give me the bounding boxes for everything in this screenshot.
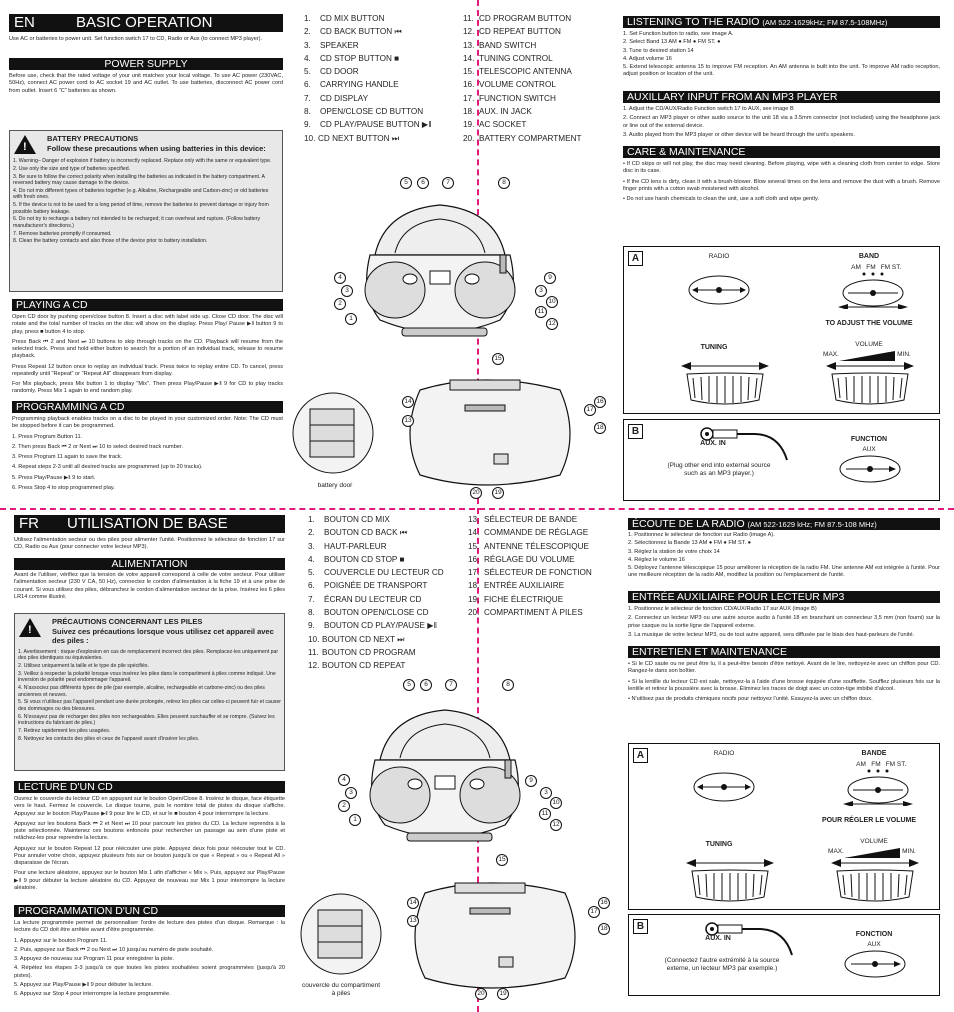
fm-label: FM — [866, 264, 876, 271]
list-item: 4. N'associez pas différents types de pile (par exemple, alcaline, rechargeable et carbone-zinc) ou des piles anciennes et neuves. — [18, 685, 265, 698]
part-label: BOUTON CD MIX — [324, 515, 390, 524]
part-label: ENTRÉE AUXILIAIRE — [484, 581, 565, 591]
callout: 11 — [539, 808, 551, 820]
warning-list — [18, 649, 281, 743]
function-switch-icon — [834, 452, 906, 486]
warning-list — [13, 158, 279, 245]
part-label: BAND SWITCH — [479, 40, 537, 50]
cd-player-front-illustration — [330, 175, 560, 350]
list-item: 8. Clean the battery contacts and also those of the device prior to battery installation. — [13, 238, 208, 245]
part-label: VOLUME CONTROL — [479, 80, 556, 90]
callout: 12 — [546, 318, 558, 330]
list-item: 3. Press Program 11 again to save the track. — [12, 454, 123, 461]
aux-in-label: AUX. IN — [705, 935, 731, 942]
paragraph: La lecture programmée permet de personnaliser l'ordre de lecture des pistes d'un disque. Remarque : la lecture du CD doit être arrêtée avant d'être programmée. — [14, 920, 285, 934]
battery-door-illustration — [292, 384, 374, 482]
warning-subtitle: Follow these precautions when using batteries in this device: — [47, 143, 266, 153]
aux-heading: ENTRÉE AUXILIAIRE POUR LECTEUR MP3 — [628, 591, 940, 603]
part-label: CD MIX BUTTON — [320, 14, 385, 23]
battery-precautions-box: ! BATTERY PRECAUTIONS Follow these precautions when using batteries in this device: 1. Warning– Danger of explosion if battery is incorrectly replaced. Replace only with the same or equivalent type. 2. Use only the size and type of batteries specified. 3. Be sure to follow the correct polarity when installing the batteries as indicated in the battery compartment. A reversed battery may cause damage to the device. 4. Do not mix different types of batteries together (e.g. Alkaline, Rechargeable and Carbon-zinc) or old batteries with fresh ones. 5. If the device is not to be used for a long period of time, remove the batteries to prevent damage or injury from possible battery leakage. 6. Do not try to recharge a battery not intended to be recharged; it can overheat and rupture. (Follow battery manufacturer's directions.) 7. Remove batteries promptly if consumed. 8. Clean the battery contacts and also those of the device prior to battery installation. — [9, 130, 283, 292]
volume-dial-icon — [829, 857, 921, 905]
paragraph: Programming playback enables tracks on a disc to be played in your customized order. Note: The CD must be stopped before it can be programmed. — [12, 416, 283, 430]
figure-label: B — [633, 919, 648, 934]
fm-label: FM — [871, 761, 881, 768]
radio-steps — [623, 31, 940, 80]
battery-precautions-box: ! PRÉCAUTIONS CONCERNANT LES PILES Suivez ces précautions lorsque vous utilisez cet appareil avec des piles : 1. Avertissement : risque d'explosion en cas de remplacement incorrect des piles. Remplacez-les uniquement par des piles identiques ou équivalentes. 2. Utilisez uniquement la taille et le type de pile spécifiés. 3. Veillez à respecter la polarité lorsque vous insérez les piles dans le compartiment à piles comme indiqué. Une inversion de polarité peut endommager l'appareil. 4. N'associez pas différents types de pile (par exemple, alcaline, rechargeable et carbone-zinc) ou des piles anciennes et neuves. 5. Si vous n'utilisez pas l'appareil pendant une durée prolongée, retirez les piles car celles-ci peuvent fuir et causer des dommages ou des blessures. 6. N'essayez pas de recharger des piles non rechargeables. Elles peuvent surchauffer et se rompre. (Suivez les instructions du fabricant de piles.) 7. Retirez rapidement les piles usagées. 8. Nettoyez les contacts des piles et ceux de l'appareil avant d'insérer les piles. — [14, 613, 285, 771]
figure-b — [628, 914, 940, 996]
part-label: SÉLECTEUR DE FONCTION — [484, 568, 592, 578]
callout: 15 — [492, 353, 504, 365]
list-item: 5. Appuyez sur Play/Pause ▶‖ 9 pour débuter la lecture. — [14, 981, 153, 988]
aux-heading: AUXILLARY INPUT FROM AN MP3 PLAYER — [623, 91, 940, 103]
callout: 3 — [540, 787, 552, 799]
playing-cd-text — [14, 796, 285, 892]
callout: 8 — [502, 679, 514, 691]
callout: 17 — [588, 906, 600, 918]
list-item: 1. Positionnez le sélecteur de fonction sur Radio (image A). — [628, 532, 775, 538]
tuning-label: TUNING — [700, 344, 728, 351]
band-switch-icon — [841, 768, 915, 806]
volume-label: VOLUME — [860, 838, 888, 845]
playing-cd-heading: LECTURE D'UN CD — [14, 781, 285, 793]
part-label: COMPARTIMENT À PILES — [484, 608, 583, 618]
part-label: CARRYING HANDLE — [320, 80, 399, 90]
part-label: HAUT-PARLEUR — [324, 541, 387, 551]
part-label: CD NEXT BUTTON ⏭ — [318, 133, 400, 143]
list-item: 1. Set Function button to radio, see image A. — [623, 31, 734, 37]
adjust-volume-label: TO ADJUST THE VOLUME — [825, 320, 913, 327]
page-title: BASIC OPERATION — [76, 14, 213, 31]
part-label: CD REPEAT BUTTON — [479, 27, 561, 37]
list-item: 2. Sélectionnez la Bande 13 AM ● FM ● FM ST. ● — [628, 540, 751, 547]
callout: 15 — [496, 854, 508, 866]
list-item: • If CD skips or will not play, the disc may need cleaning. Before playing, wipe with a cleaning cloth from center to edge. Store disc in its case. — [623, 161, 940, 175]
list-item: 1. Avertissement : risque d'explosion en cas de remplacement incorrect des piles. Remplacez-les uniquement par des piles identiques ou équivalentes. — [18, 648, 279, 662]
paragraph: For Mix playback, press Mix button 1 to display "Mix". Then press Play/Pause ▶‖ 9 for CD to play tracks randomly. Press Mix 1 again to end random play. — [12, 381, 283, 395]
max-label: MAX. — [823, 351, 839, 358]
radio-heading-text: LISTENING TO THE RADIO — [627, 16, 760, 28]
care-heading: CARE & MAINTENANCE — [623, 146, 940, 158]
part-label: CD DOOR — [320, 67, 359, 77]
tuning-dial-icon — [679, 360, 771, 408]
part-label: CD PROGRAM BUTTON — [479, 14, 572, 23]
band-switch-icon — [836, 271, 910, 309]
callout: 17 — [584, 404, 596, 416]
callout: 7 — [442, 177, 454, 189]
part-label: BATTERY COMPARTMENT — [479, 133, 582, 143]
function-label: FUNCTION — [850, 436, 888, 443]
callout: 19 — [492, 487, 504, 499]
max-label: MAX. — [828, 848, 844, 855]
list-item: 4. Do not mix different types of batteries together (e.g. Alkaline, Rechargeable and Carbon-zinc) or old batteries with fresh ones. — [13, 187, 269, 201]
warning-title: PRÉCAUTIONS CONCERNANT LES PILES — [52, 617, 203, 626]
callout: 5 — [403, 679, 415, 691]
function-knob-icon — [689, 768, 759, 806]
cd-player-back-illustration — [405, 858, 595, 998]
function-switch-icon — [839, 947, 911, 981]
part-label: OPEN/CLOSE CD BUTTON — [320, 107, 424, 117]
callout: 20 — [475, 988, 487, 1000]
part-label: FICHE ÉLECTRIQUE — [484, 594, 564, 604]
adjust-volume-label: POUR RÉGLER LE VOLUME — [821, 817, 917, 824]
intro-text: Utilisez l'alimentation secteur ou des piles pour alimenter l'unité. Positionnez le sélecteur de fonction 17 sur CD, Radio ou Aux (pour connecter votre lecteur MP3). — [14, 537, 285, 551]
part-label: POIGNÉE DE TRANSPORT — [324, 581, 428, 591]
callout: 11 — [535, 306, 547, 318]
callout: 2 — [338, 800, 350, 812]
paragraph: Pour une lecture aléatoire, appuyez sur le bouton Mix 1 afin d'afficher « Mix ». Puis, appuyez sur Play/Pause ▶‖ 9 pour débuter la lecture aléatoire du CD. Appuyez de nouveau sur Mix 1 pour interrompre la lecture aléatoire. — [14, 870, 285, 891]
callout: 2 — [334, 298, 346, 310]
list-item: 5. Extend telescopic antenna 15 to improve FM reception. An AM antenna is built into the unit. To improve AM radio reception, adjust position or location of the unit. — [623, 64, 940, 78]
am-label: AM — [851, 264, 861, 271]
playing-cd-heading: PLAYING A CD — [12, 299, 283, 311]
paragraph: Press Repeat 12 button once to replay an individual track. Press twice to replay entire CD. To cancel, press repeatedly until "Repeat" or "Repeat All" disappears from display. — [12, 363, 283, 377]
callout: 18 — [598, 923, 610, 935]
list-item: 3. Audio played from the MP3 player or other device will be heard through the unit's speakers. — [623, 131, 855, 138]
list-item: 5. Déployez l'antenne télescopique 15 pour améliorer la réception de la radio FM. Une antenne AM est intégrée à l'unité. Pour une meilleure réception de la radio AM, modifiez la position ou l'emplacement de l'unité. — [628, 565, 940, 579]
list-item: 3. Veillez à respecter la polarité lorsque vous insérez les piles dans le compartiment à piles comme indiqué. Une inversion de polarité peut endommager l'appareil. — [18, 670, 276, 684]
part-label: CD BACK BUTTON ⏮ — [320, 27, 402, 37]
function-label: FONCTION — [855, 931, 893, 938]
parts-list-right: 11. CD PROGRAM BUTTON 12. CD REPEAT BUTTON 13. BAND SWITCH 14. TUNING CONTROL 15. TELESCOPIC ANTENNA 16. VOLUME CONTROL 17. FUNCTION SWITCH 18. AUX. IN JACK 19. AC SOCKET 20. BATTERY COMPARTMENT — [463, 12, 603, 145]
part-label: TELESCOPIC ANTENNA — [479, 67, 572, 77]
callout: 10 — [546, 296, 558, 308]
en-title-bar — [9, 14, 283, 32]
list-item: • N'utilisez pas de produits chimiques nocifs pour nettoyez l'unité. Essuyez-la avec un chiffon doux. — [628, 696, 873, 703]
figure-b — [623, 419, 940, 501]
callout: 4 — [334, 272, 346, 284]
aux-steps — [628, 606, 940, 640]
intro-text: Use AC or batteries to power unit. Set function switch 17 to CD, Radio or Aux (to connect MP3 player). — [9, 36, 263, 42]
care-heading: ENTRETIEN ET MAINTENANCE — [628, 646, 940, 658]
aux-steps — [623, 106, 940, 140]
function-knob-icon — [684, 271, 754, 309]
callout: 7 — [445, 679, 457, 691]
volume-dial-icon — [824, 360, 916, 408]
callout: 13 — [407, 915, 419, 927]
part-label: ÉCRAN DU LECTEUR CD — [324, 594, 422, 604]
paragraph: Open CD door by pushing open/close button 8. Insert a disc with label side up. Close CD door. The disc will rotate and the total number of tracks on the disc will show on the display. Press Play/ Pause ▶‖ button 9 to play, press ■ button 4 to stop. — [12, 314, 283, 335]
callout: 19 — [497, 988, 509, 1000]
programming-heading: PROGRAMMATION D'UN CD — [14, 905, 285, 917]
parts-list-left: 1. CD MIX BUTTON 2. CD BACK BUTTON ⏮ 3. SPEAKER 4. CD STOP BUTTON ■ 5. CD DOOR 6. CARRYING HANDLE 7. CD DISPLAY 8. OPEN/CLOSE CD BUTTON 9. CD PLAY/PAUSE BUTTON ▶‖ 10. CD NEXT BUTTON ⏭ — [304, 12, 464, 145]
callout: 1 — [345, 313, 357, 325]
figure-a — [623, 246, 940, 414]
list-item: 4. Réglez le volume 16 — [628, 556, 685, 563]
battery-door-illustration — [300, 885, 382, 983]
list-item: 7. Remove batteries promptly if consumed. — [13, 230, 112, 237]
aux-note: (Plug other end into external source such as an MP3 player.) — [667, 462, 771, 478]
callout: 14 — [407, 897, 419, 909]
warning-title: BATTERY PRECAUTIONS — [47, 134, 139, 143]
list-item: 8. Nettoyez les contacts des piles et ceux de l'appareil avant d'insérer les piles. — [18, 735, 200, 742]
list-item: • Do not use harsh chemicals to clean the unit, use a soft cloth and wipe gently. — [623, 196, 819, 203]
list-item: 2. Select Band 13 AM ● FM ● FM ST. ● — [623, 39, 721, 46]
aux-label: AUX — [862, 446, 876, 453]
paragraph: Appuyez sur le bouton Repeat 12 pour réécouter une piste. Appuyez deux fois pour réécouter tout le CD. Pour annuler votre choix, appuyez plusieurs fois sur ce bouton jusqu'à ce que « Repeat » ou « Repeat All » disparaisse de l'écran. — [14, 845, 285, 867]
radio-heading-range: (AM 522-1629kHz; FM 87.5-108MHz) — [762, 18, 888, 27]
fr-title-bar — [14, 515, 285, 533]
list-item: 1. Positionnez le sélecteur de fonction CD/AUX/Radio 17 sur AUX (image B) — [628, 606, 817, 612]
list-item: 7. Retirez rapidement les piles usagées. — [18, 728, 111, 734]
parts-list-left: 1. BOUTON CD MIX 2. BOUTON CD BACK ⏮ 3. HAUT-PARLEUR 4. BOUTON CD STOP ■ 5. COUVERCLE DU LECTEUR CD 6. POIGNÉE DE TRANSPORT 7. ÉCRAN DU LECTEUR CD 8. BOUTON OPEN/CLOSE CD 9. BOUTON CD PLAY/PAUSE ▶‖ 10. BOUTON CD NEXT ⏭ 11. BOUTON CD PROGRAM 12. BOUTON CD REPEAT — [308, 513, 468, 673]
power-supply-heading: ALIMENTATION — [14, 558, 285, 570]
cd-player-front-illustration — [335, 680, 565, 855]
figure-a — [628, 743, 940, 910]
part-label: AUX. IN JACK — [479, 107, 532, 117]
list-item: 4. Répétez les étapes 2-3 jusqu'à ce que toutes les pistes souhaitées soient programmées (jusqu'à 20 pistes). — [14, 965, 285, 979]
battery-door-label: battery door — [317, 482, 353, 489]
callout: 18 — [594, 422, 606, 434]
figure-label: B — [628, 424, 643, 439]
list-item: 6. N'essayez pas de recharger des piles non rechargeables. Elles peuvent surchauffer et se rompre. (Suivez les instructions du fabricant de piles.) — [18, 713, 275, 727]
radio-heading — [623, 16, 940, 28]
part-label: TUNING CONTROL — [479, 53, 553, 63]
callout: 6 — [420, 679, 432, 691]
am-label: AM — [856, 761, 866, 768]
list-item: 1. Warning– Danger of explosion if battery is incorrectly replaced. Replace only with the same or equivalent type. — [13, 158, 272, 165]
callout: 12 — [550, 819, 562, 831]
list-item: 2. Puis, appuyez sur Back ⏮ 2 ou Next ⏭ 10 jusqu'au numéro de piste souhaité. — [14, 946, 214, 953]
paragraph: Press Back ⏮ 2 and Next ⏭ 10 buttons to skip through tracks on the CD. Playback will resume from the selected track. Press and hold either button to search for a portion of an individual track, release to resume playback. — [12, 338, 283, 360]
programming-steps — [14, 938, 285, 999]
callout: 10 — [550, 797, 562, 809]
power-supply-text: Before use, check that the rated voltage of your unit matches your local voltage. To use AC power (230VAC, 50Hz), connect AC power cord to AC socket 19 and AC outlet. To use batteries, disconnect AC power cord from outlet. Insert 6 "C" batteries as shown. — [9, 73, 283, 94]
callout: 3 — [341, 285, 353, 297]
callout: 1 — [349, 814, 361, 826]
list-item: 5. Si vous n'utilisez pas l'appareil pendant une durée prolongée, retirez les piles car celles-ci peuvent fuir et causer des dommages ou des blessures. — [18, 699, 281, 713]
fr-section — [0, 510, 954, 1012]
radio-heading-text: ÉCOUTE DE LA RADIO — [632, 518, 745, 530]
part-label: CD PLAY/PAUSE BUTTON ▶‖ — [320, 120, 432, 130]
warning-subtitle: Suivez ces précautions lorsque vous utilisez cet appareil avec des piles : — [52, 626, 274, 646]
list-item: 3. Appuyez de nouveau sur Program 11 pour enregistrer la piste. — [14, 956, 175, 963]
part-label: SPEAKER — [320, 40, 359, 50]
part-label: BOUTON CD PLAY/PAUSE ▶‖ — [324, 621, 437, 631]
list-item: 6. Appuyez sur Stop 4 pour interrompre la lecture programmée. — [14, 991, 171, 998]
list-item: • If the CD lens is dirty, clean it with a brush-blower. Blow several times on the lens and remove the dust with a brush. Remove finger prints with a cotton swab moistened with alcohol. — [623, 178, 940, 192]
list-item: 2. Use only the size and type of batteries specified. — [13, 165, 131, 172]
lang-code: EN — [14, 14, 35, 31]
paragraph: Ouvrez le couvercle du lecteur CD en appuyant sur le bouton Open/Close 8. Insérez le disque, face étiquette vers le haut. Fermez le couvercle. Le disque tourne, puis le nombre total de pistes du disque s'affiche. Appuyez sur le bouton Play/Pause ▶‖ 9 pour lire le CD, et sur le ■ bouton 4 pour interrompre la lecture. — [14, 796, 285, 817]
callout: 6 — [417, 177, 429, 189]
callout: 9 — [525, 775, 537, 787]
care-list — [623, 161, 940, 204]
cd-player-back-illustration — [400, 355, 590, 495]
radio-heading — [628, 518, 940, 530]
callout: 5 — [400, 177, 412, 189]
part-label: ANTENNE TÉLESCOPIQUE — [484, 541, 589, 551]
part-label: BOUTON CD REPEAT — [322, 661, 406, 671]
parts-list-right: 13. SÉLECTEUR DE BANDE 14. COMMANDE DE RÉGLAGE 15. ANTENNE TÉLESCOPIQUE 16. RÉGLAGE DU VOLUME 17. SÉLECTEUR DE FONCTION 18. ENTRÉE AUXILIAIRE 19. FICHE ÉLECTRIQUE 20. COMPARTIMENT À PILES — [468, 513, 618, 619]
lang-code: FR — [19, 515, 39, 532]
part-label: CD STOP BUTTON ■ — [320, 53, 400, 63]
list-item: • Si le CD saute ou ne peut être lu, il a peut-être besoin d'être nettoyé. Avant de le lire, nettoyez-le avec un chiffon pour CD. Rangez-le dans son boîtier. — [628, 661, 940, 675]
list-item: 3. Be sure to follow the correct polarity when installing the batteries as indicated in the battery compartment. A reversed battery may cause damage to the device. — [13, 173, 265, 187]
callout: 9 — [544, 272, 556, 284]
power-supply-heading: POWER SUPPLY — [9, 58, 283, 70]
list-item: 3. La musique de votre lecteur MP3, ou de tout autre appareil, sera diffusée par le biais des haut-parleurs de l'unité. — [628, 631, 915, 638]
band-label: BANDE — [861, 750, 887, 757]
callout: 8 — [498, 177, 510, 189]
radio-label: RADIO — [708, 253, 730, 260]
aux-label: AUX — [867, 941, 881, 948]
programming-text — [14, 920, 285, 999]
radio-steps — [628, 532, 940, 581]
volume-label: VOLUME — [855, 341, 883, 348]
list-item: 2. Then press Back ⏮ 2 or Next ⏭ 10 to select desired track number. — [12, 443, 184, 450]
list-item: 6. Do not try to recharge a battery not intended to be recharged; it can overheat and rupture. (Follow battery manufacturer's directions.) — [13, 216, 261, 230]
radio-heading-range: (AM 522-1629 kHz; FM 87.5-108 MHz) — [747, 520, 877, 529]
power-supply-text: Avant de l'utiliser, vérifiez que la tension de votre appareil correspond à celle de votre secteur. Pour utiliser l'alimentation secteur (230 V CA, 50 Hz), connectez le cordon d'alimentation à la fiche 19 et à une prise de courant. Si vous utilisez des piles, débranchez le cordon d'alimentation secteur de la prise. Insérez les 6 piles LR14 comme illustré. — [14, 572, 285, 600]
min-label: MIN. — [902, 848, 916, 855]
list-item: 1. Adjust the CD/AUX/Radio Function switch 17 to AUX, see image B — [623, 106, 794, 112]
list-item: 2. Connect an MP3 player or other audio source to the unit 18 via a 3.5mm connector (not included) using the headphone jack or line out of the external device. — [623, 115, 940, 129]
part-label: FUNCTION SWITCH — [479, 93, 556, 103]
list-item: 3. Réglez la station de votre choix 14 — [628, 548, 720, 555]
part-label: BOUTON CD STOP ■ — [324, 554, 405, 564]
battery-door-label: couvercle du compartiment à piles — [301, 982, 381, 998]
figure-label: A — [628, 251, 643, 266]
list-item: 5. Press Play/Pause ▶‖ 9 to start. — [12, 474, 96, 481]
callout: 16 — [594, 396, 606, 408]
list-item: 2. Utilisez uniquement la taille et le type de pile spécifiés. — [18, 663, 149, 670]
part-label: BOUTON CD BACK ⏮ — [324, 528, 408, 538]
programming-steps — [12, 434, 283, 493]
callout: 13 — [402, 415, 414, 427]
callout: 16 — [598, 897, 610, 909]
paragraph: Appuyez sur les boutons Back ⏮ 2 et Next ⏭ 10 pour parcourir les pistes du CD. La lecture reprendra à la piste sélectionnée. Maintenez ces boutons enfoncés pour rechercher un passage au sein d'une piste et relâchez-les pour reprendre la lecture. — [14, 820, 285, 842]
callout: 3 — [345, 787, 357, 799]
playing-cd-text — [12, 314, 283, 396]
part-label: BOUTON CD NEXT ⏭ — [322, 634, 405, 644]
list-item: 2. Connectez un lecteur MP3 ou une autre source audio à l'unité 18 en branchant un connecteur 3,5 mm (non fourni) sur la prise casque ou la sortie ligne de l'appareil externe. — [628, 615, 940, 629]
callout: 3 — [535, 285, 547, 297]
list-item: 4. Adjust volume 16 — [623, 55, 672, 62]
list-item: 4. Repeat steps 2-3 until all desired tracks are programmed (up to 20 tracks). — [12, 464, 203, 471]
tuning-dial-icon — [684, 857, 776, 905]
list-item: 6. Press Stop 4 to stop programmed play. — [12, 484, 115, 491]
callout: 14 — [402, 396, 414, 408]
page-title: UTILISATION DE BASE — [67, 515, 228, 532]
part-label: CD DISPLAY — [320, 93, 369, 103]
callout: 4 — [338, 774, 350, 786]
fmst-label: FM ST. — [880, 264, 902, 271]
min-label: MIN. — [897, 351, 911, 358]
programming-heading: PROGRAMMING A CD — [12, 401, 283, 413]
part-label: AC SOCKET — [479, 120, 527, 130]
radio-label: RADIO — [713, 750, 735, 757]
part-label: BOUTON CD PROGRAM — [322, 647, 416, 657]
part-label: COUVERCLE DU LECTEUR CD — [324, 568, 444, 578]
list-item: 1. Press Program Button 11. — [12, 433, 83, 440]
list-item: • Si la lentille du lecteur CD est sale, nettoyez-la à l'aide d'une brosse équipée d'une soufflette. Soufflez plusieurs fois sur la lentille et retirez la poussière avec la brosse. Éliminez les traces de doigt avec un coton-tige imbibé d'alcool. — [628, 678, 940, 692]
part-label: SÉLECTEUR DE BANDE — [484, 515, 578, 524]
list-item: 5. If the device is not to be used for a long period of time, remove the batteries to prevent damage or injury from possible battery leakage. — [13, 202, 269, 215]
figure-label: A — [633, 748, 648, 763]
aux-in-label: AUX. IN — [700, 440, 726, 447]
part-label: COMMANDE DE RÉGLAGE — [484, 528, 589, 538]
list-item: 1. Appuyez sur le bouton Program 11. — [14, 937, 108, 944]
part-label: RÉGLAGE DU VOLUME — [484, 554, 575, 564]
care-list — [628, 661, 940, 704]
callout: 20 — [470, 487, 482, 499]
fmst-label: FM ST. — [885, 761, 907, 768]
list-item: 3. Tune to desired station 14 — [623, 47, 694, 54]
tuning-label: TUNING — [705, 841, 733, 848]
programming-text — [12, 416, 283, 493]
part-label: BOUTON OPEN/CLOSE CD — [324, 608, 429, 618]
aux-note: (Connectez l'autre extrémité à la source externe, un lecteur MP3 par exemple.) — [664, 957, 780, 973]
band-label: BAND — [858, 253, 880, 260]
